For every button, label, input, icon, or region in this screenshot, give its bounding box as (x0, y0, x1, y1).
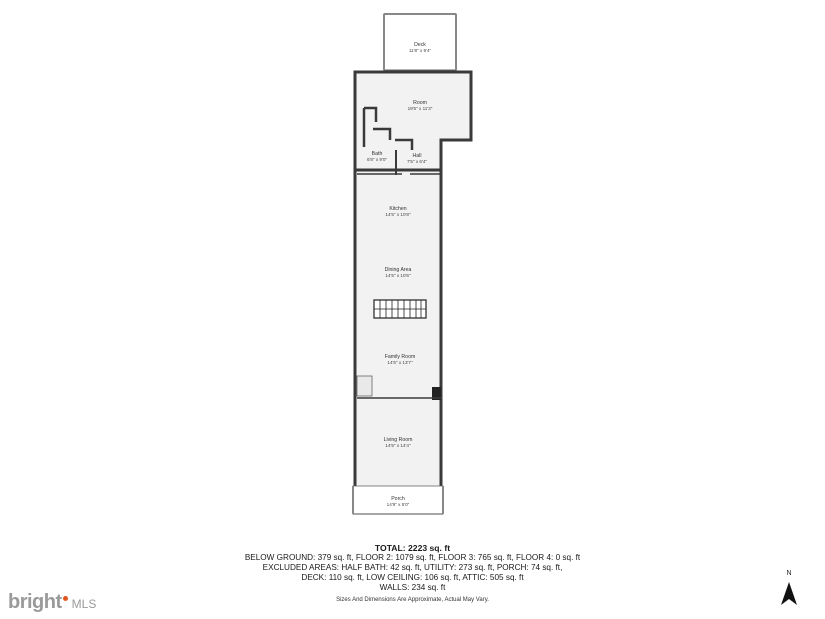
family-dims: 14'5" x 13'7" (387, 360, 413, 365)
total-area: TOTAL: 2223 sq. ft (374, 543, 451, 553)
bath-dims: 6'8" x 9'0" (366, 157, 388, 162)
summary-line-excluded-2: DECK: 110 sq. ft, LOW CEILING: 106 sq. ft, ATTIC: 505 sq. ft (301, 573, 524, 582)
logo-mls: MLS (71, 597, 97, 611)
dining-dims: 14'5" x 10'6" (385, 273, 411, 278)
area-summary (0, 543, 825, 593)
porch-label: Porch (391, 496, 405, 502)
dining-label: Dining Area (384, 267, 412, 273)
hall-dims: 7'5" x 6'4" (406, 159, 428, 164)
summary-line-floors: BELOW GROUND: 379 sq. ft, FLOOR 2: 1079 sq. ft, FLOOR 3: 765 sq. ft, FLOOR 4: 0 sq. ft (244, 553, 581, 562)
north-label: N (786, 570, 792, 577)
porch-dims: 14'9" x 5'0" (386, 502, 410, 507)
room-dims: 19'5" x 11'3" (407, 106, 433, 111)
lower-body-outline (355, 170, 441, 513)
summary-line-walls: WALLS: 234 sq. ft (379, 583, 446, 592)
main-floor (355, 72, 471, 513)
bright-mls-logo (8, 590, 96, 614)
room-label: Room (413, 100, 427, 106)
disclaimer: Sizes And Dimensions Are Approximate, Actual May Vary. (336, 597, 489, 603)
kitchen-label: Kitchen (389, 206, 407, 212)
logo-dot-icon (63, 596, 68, 601)
stairs (374, 300, 426, 318)
kitchen-dims: 14'5" x 10'8" (385, 212, 411, 217)
hall-label: Hall (412, 153, 422, 159)
living-dims: 14'5" x 14'4" (385, 443, 411, 448)
north-arrow-icon (780, 582, 798, 606)
logo-word: bright (8, 590, 62, 613)
family-label: Family Room (384, 354, 416, 360)
living-label: Living Room (383, 437, 413, 443)
summary-line-excluded: EXCLUDED AREAS: HALF BATH: 42 sq. ft, UTILITY: 273 sq. ft, PORCH: 74 sq. ft, (262, 563, 563, 572)
closet (357, 376, 372, 396)
deck-dims: 11'8" x 9'4" (408, 48, 432, 53)
deck-area (384, 14, 456, 70)
compass (778, 570, 800, 610)
bath-label: Bath (371, 151, 383, 157)
porch-area (353, 486, 443, 514)
deck-label: Deck (414, 42, 426, 48)
